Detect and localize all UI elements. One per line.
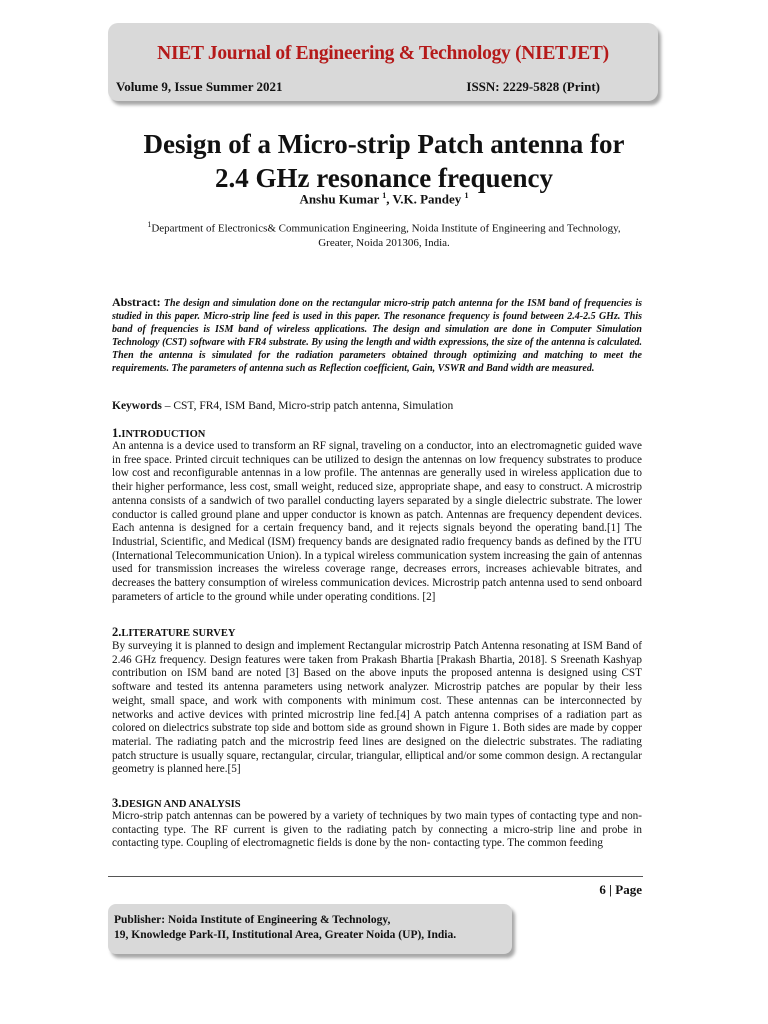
section-title: LITERATURE SURVEY: [121, 628, 236, 639]
section-title: DESIGN AND ANALYSIS: [121, 799, 241, 810]
volume-issue: Volume 9, Issue Summer 2021: [116, 79, 283, 94]
introduction-text: An antenna is a device used to transform an RF signal, traveling on a conductor, into an electromagnetic guided wave in free space. Printed circuit techniques can be utilized to design the antennas on low frequency substrates to produce low cost and reconfigurable antennas in a low profile. The antennas are generally used in wireless application due to their higher performance, less cost, small weight, reduced size, appropriate shape, and easy to construct. A microstrip antenna consists of a sandwich of two parallel conducting layers separated by a single dielectric substrate. The lower conductor is called ground plane and upper conductor is known as patch. Antennas are frequency dependent devices. Each antenna is designed for a certain frequency band, and it rejects signals beyond the operating band.[1] The Industrial, Scientific, and Medical (ISM) frequency bands are designated radio frequency bands as defined by the ITU (International Telecommunication Union). In a typical wireless communication system increasing the gain of antennas used for transmission increases the wireless coverage range, decreases errors, increases achievable bitrates, and decreases the battery consumption of wireless communication devices. Microstrip patch antenna used to send onboard parameters of article to the ground while under operating conditions. [2]: [112, 440, 642, 603]
journal-header: [108, 23, 658, 101]
affiliation-marker: 1: [147, 220, 152, 229]
section-number: 3.: [112, 796, 122, 810]
authors: [100, 191, 668, 207]
keywords: [112, 400, 642, 412]
paper-title: [100, 127, 668, 195]
keywords-label: Keywords: [112, 400, 162, 412]
design-analysis-text: Micro-strip patch antennas can be powered by a variety of techniques by two main types of contacting type and non- contacting type. The RF current is given to the radiating patch by connecting a micro-strip line and probe in contacting type. Coupling of electromagnetic fields is done by the non- contacting type. The common feeding: [112, 810, 642, 850]
footer-divider: [108, 876, 643, 877]
section-title: INTRODUCTION: [121, 429, 206, 440]
keywords-text: – CST, FR4, ISM Band, Micro-strip patch antenna, Simulation: [161, 400, 454, 412]
page-number: 6 | Page: [599, 882, 642, 897]
author-2-affil: 1: [464, 191, 469, 200]
section-number: 2.: [112, 625, 122, 639]
section-heading-introduction: [112, 426, 205, 441]
author-2: V.K. Pandey: [392, 191, 462, 207]
journal-title: NIET Journal of Engineering & Technology (NIETJET): [157, 43, 609, 64]
section-heading-design-analysis: [112, 796, 241, 811]
literature-survey-text: By surveying it is planned to design and implement Rectangular microstrip Patch Antenna resonating at ISM Band of 2.46 GHz frequency. Design features were taken from Prakash Bhartia [Prakash Bhartia, 2018]. S Sreenath Kashyap contribution on ISM band are noted [3] Based on the above inputs the proposed antenna is designed using CST software and tested its antenna parameters using network analyzer. Microstrip patches are popular by their less weight, small space, and work with components with minimum cost. These antennas can be interconnected by networks and active devices with printed microstrip line fed.[4] A patch antenna comprises of a radiation part as colored on dielectrics substrate top side and bottom side as ground shown in Figure 1. Both sides are made by copper material. The radiating patch and the microstrip feed lines are designed on the dielectric substrates. The radiating patch structure is usually square, rectangular, circular, triangular, elliptical and/or some common design. A rectangular geometry is planned here.[5]: [112, 640, 642, 776]
issn: ISSN: 2229-5828 (Print): [466, 79, 600, 94]
publisher-line1: Publisher: Noida Institute of Engineering & Technology,: [114, 914, 391, 926]
affiliation-line1: Department of Electronics& Communication Engineering, Noida Institute of Engineering and Technology,: [151, 222, 621, 235]
author-1: Anshu Kumar: [299, 191, 380, 207]
affiliation: [140, 218, 628, 250]
abstract-label: Abstract:: [112, 295, 161, 309]
publisher-line2: 19, Knowledge Park-II, Institutional Area, Greater Noida (UP), India.: [114, 929, 457, 941]
section-heading-literature-survey: [112, 625, 235, 640]
abstract-text: The design and simulation done on the rectangular micro-strip patch antenna for the ISM band of frequencies is studied in this paper. Micro-strip line feed is used in this paper. The resonance frequency is found between 2.4-2.5 GHz. This band of frequencies is ISM band of wireless applications. The design and simulation are done in Computer Simulation Technology (CST) software with FR4 substrate. By using the length and width expressions, the size of the antenna is calculated. Then the antenna is simulated for the radiation parameters obtained through optimizing and matching to meet the requirements. The parameters of antenna such as Reflection coefficient, Gain, VSWR and Band width are measured.: [112, 298, 642, 375]
section-number: 1.: [112, 426, 122, 440]
publisher-footer: [108, 904, 512, 954]
abstract: [112, 296, 642, 376]
paper-title-line1: Design of a Micro-strip Patch antenna for: [143, 129, 625, 159]
author-separator: ,: [386, 191, 393, 207]
author-1-affil: 1: [382, 191, 387, 200]
paper-title-line2: 2.4 GHz resonance frequency: [215, 163, 553, 193]
affiliation-line2: Greater, Noida 201306, India.: [318, 236, 450, 249]
